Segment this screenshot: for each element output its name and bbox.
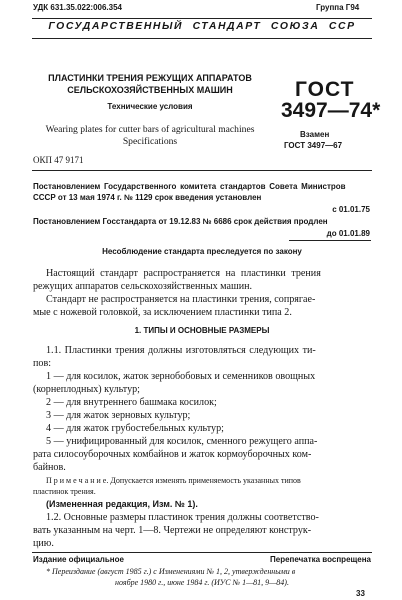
type-1-line1: 1 — для косилок, жаток зернобобовых и семенников овощных [46, 371, 316, 382]
decree-date-2: до 01.01.89 [326, 229, 370, 238]
type-4: 4 — для жаток грубостебельных культур; [46, 423, 224, 434]
clause-1-2-line1: 1.2. Основные размеры пластинок трения должны соответство- [46, 512, 319, 523]
replace-label: Взамен [300, 130, 330, 139]
type-5-line3: байнов. [33, 462, 66, 473]
reprint-prohibited: Перепечатка воспрещена [270, 555, 371, 564]
type-5-line1: 5 — унифицированный для косилок, сменного режущего аппа- [46, 436, 318, 447]
gost-label: ГОСТ [295, 78, 355, 101]
footer-rule [32, 552, 372, 553]
title-en-line2: Specifications [122, 136, 178, 147]
header-top-rule [32, 18, 372, 19]
okp-code: ОКП 47 9171 [33, 155, 84, 165]
reissue-footnote-line1: * Переиздание (август 1985 г.) с Изменениями № 1, 2, утвержденными в [46, 567, 296, 576]
note-line2: пластинок трения. [33, 487, 96, 496]
title-ru-line1: ПЛАСТИНКИ ТРЕНИЯ РЕЖУЩИХ АППАРАТОВ [48, 73, 252, 83]
title-bottom-rule [32, 170, 372, 171]
header-bottom-rule [32, 38, 372, 39]
type-1-line2: (корнеплодных) культур; [33, 384, 140, 395]
decree-line2: СССР от 13 мая 1974 г. № 1129 срок введения установлен [33, 193, 262, 202]
section-heading: 1. ТИПЫ И ОСНОВНЫЕ РАЗМЕРЫ [134, 326, 270, 335]
scope-paragraph-line2: мые с ножевой головкой, за исключением пластинки типа 2. [33, 307, 292, 318]
decree-line3: Постановлением Госстандарта от 19.12.83 № 6686 срок действия продлен [33, 217, 328, 226]
intro-paragraph-line2: режущих аппаратов сельскохозяйственных машин. [33, 281, 253, 292]
note-line1: П р и м е ч а н и е. Допускается изменять применяемость указанных типов [46, 476, 301, 485]
type-5-line2: рата силосоуборочных комбайнов и жаток кормоуборочных ком- [33, 449, 312, 460]
page-number: 33 [356, 589, 365, 598]
amendment-note: (Измененная редакция, Изм. № 1). [46, 499, 198, 509]
clause-1-1-line1: 1.1. Пластинки трения должны изготовляться следующих ти- [46, 345, 316, 356]
date-underline [289, 240, 371, 241]
title-subtitle: Технические условия [107, 102, 193, 111]
standard-banner: ГОСУДАРСТВЕННЫЙ СТАНДАРТ СОЮЗА ССР [48, 21, 356, 32]
type-3: 3 — для жаток зерновых культур; [46, 410, 191, 421]
reissue-footnote-line2: ноябре 1980 г., июне 1984 г. (ИУС № 1—81, 9—84). [115, 578, 289, 587]
clause-1-2-line3: цию. [33, 538, 54, 549]
clause-1-1-line2: пов: [33, 358, 52, 369]
legal-notice: Несоблюдение стандарта преследуется по закону [102, 247, 302, 256]
clause-1-2-line2: вать указанным на черт. 1—8. Чертежи не определяют конструк- [33, 525, 312, 536]
title-en-line1: Wearing plates for cutter bars of agricultural machines [45, 124, 255, 135]
udk-code: УДК 631.35.022:006.354 [33, 3, 122, 12]
replace-value: ГОСТ 3497—67 [284, 141, 343, 150]
type-2: 2 — для внутреннего башмака косилок; [46, 397, 217, 408]
group-code: Группа Г94 [316, 3, 360, 12]
decree-date-1: с 01.01.75 [332, 205, 370, 214]
official-edition: Издание официальное [33, 555, 124, 564]
intro-paragraph-line1: Настоящий стандарт распространяется на пластинки трения [46, 268, 321, 279]
title-ru-line2: СЕЛЬСКОХОЗЯЙСТВЕННЫХ МАШИН [67, 85, 233, 95]
scope-paragraph-line1: Стандарт не распространяется на пластинки трения, сопрягае- [46, 294, 316, 305]
decree-line1: Постановлением Государственного комитета стандартов Совета Министров [33, 182, 346, 191]
gost-number: 3497—74* [281, 99, 381, 122]
